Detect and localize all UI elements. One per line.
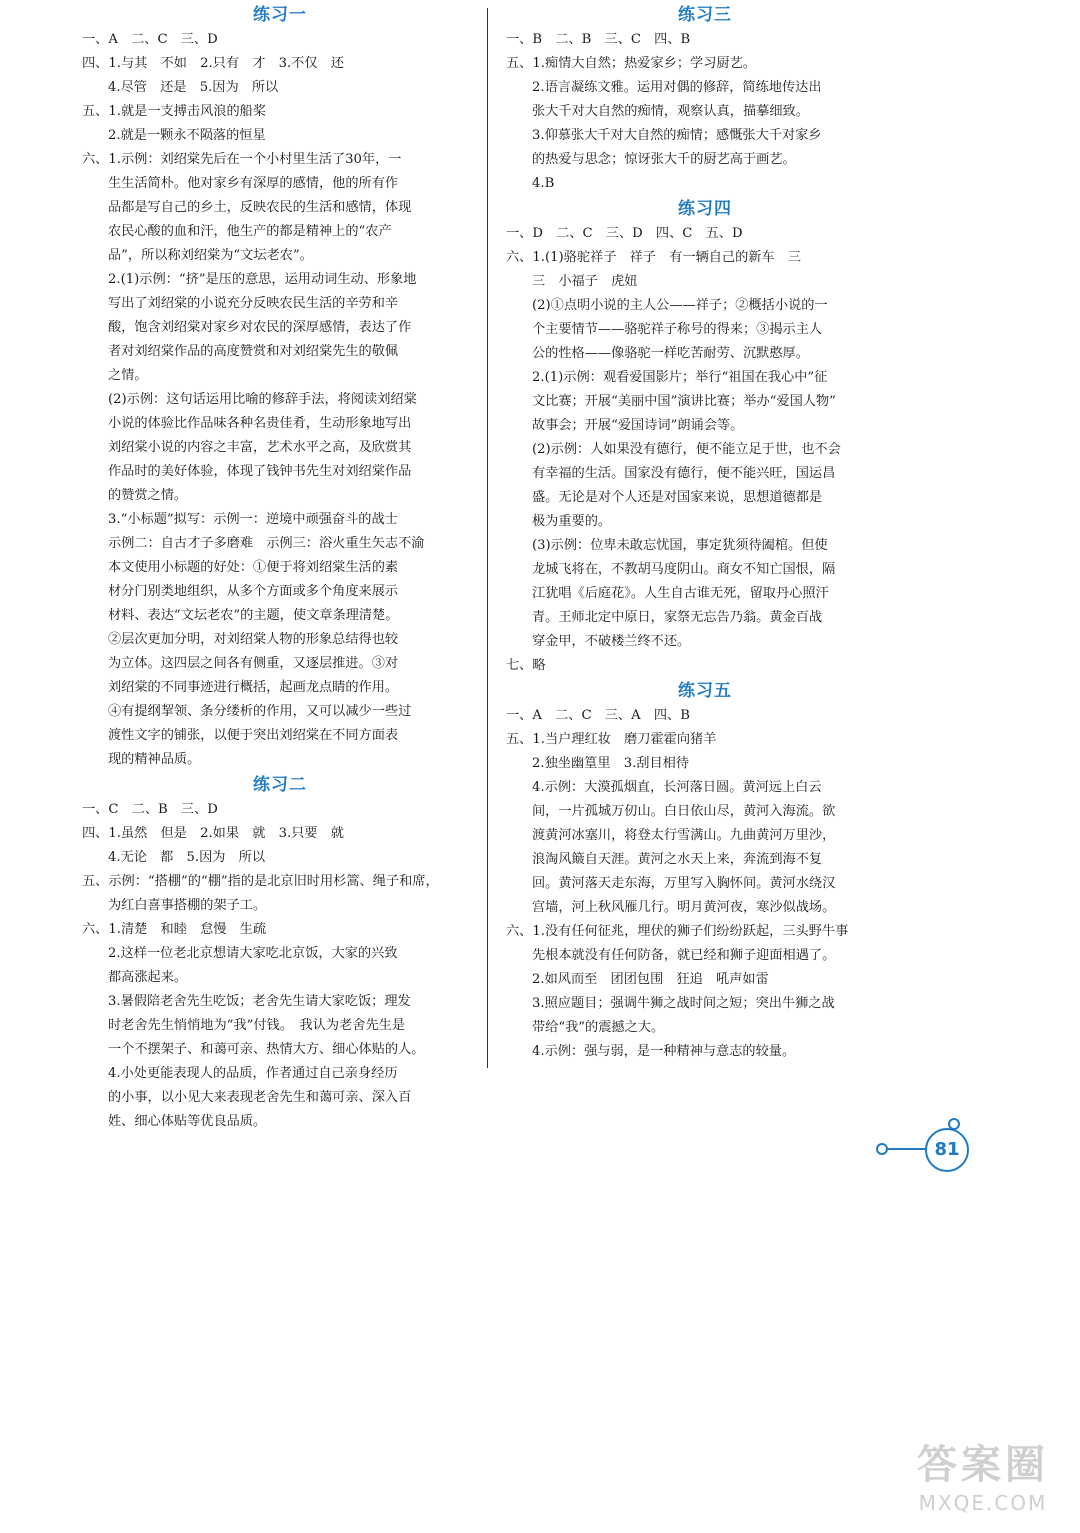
answer-line: (2)示例：这句话运用比喻的修辞手法，将阅读刘绍棠 [108, 392, 417, 407]
answer-line: 故事会；开展“爱国诗词”朗诵会等。 [532, 418, 744, 433]
section-heading: 练习三 [678, 5, 732, 25]
answer-line: 龙城飞将在，不教胡马度阴山。商女不知亡国恨，隔 [532, 562, 836, 577]
answer-line: 一个不摆架子、和蔼可亲、热情大方、细心体贴的人。 [108, 1042, 425, 1057]
answer-line: 示例二：自古才子多磨难 示例三：浴火重生矢志不渝 [108, 536, 425, 551]
answer-line: 宫墙，河上秋风雁几行。明月黄河夜，寒沙似战场。 [532, 900, 836, 915]
answer-line: 2.独坐幽篁里 3.刮目相待 [532, 756, 690, 771]
answer-line: 六、1.(1)骆驼祥子 祥子 有一辆自己的新车 三 [506, 250, 802, 265]
answer-line: 六、1.示例：刘绍棠先后在一个小村里生活了30年，一 [82, 152, 402, 167]
answer-line: 三 小福子 虎妞 [532, 274, 638, 289]
answer-line: 渡黄河冰塞川，将登太行雪满山。九曲黄河万里沙， [532, 828, 836, 843]
answer-line: 4.示例：大漠孤烟直，长河落日圆。黄河远上白云 [532, 780, 822, 795]
answer-line: 生生活简朴。他对家乡有深厚的感情，他的所有作 [108, 176, 399, 191]
answer-line: 带给“我”的震撼之大。 [532, 1020, 665, 1035]
section-heading: 练习四 [678, 199, 732, 219]
watermark-logo-text: 答案圈 [917, 1442, 1049, 1488]
answer-line: 五、示例：“搭棚”的“棚”指的是北京旧时用杉篙、绳子和席， [82, 874, 439, 889]
answer-line: 2.语言凝练文雅。运用对偶的修辞，简练地传达出 [532, 80, 822, 95]
answer-line: 盛。无论是对个人还是对国家来说，思想道德都是 [532, 490, 823, 505]
answer-line: 刘绍棠小说的内容之丰富，艺术水平之高，及欣赏其 [108, 440, 412, 455]
answer-line: 江犹唱《后庭花》。人生自古谁无死，留取丹心照汗 [532, 586, 829, 601]
answer-line: 公的性格——像骆驼一样吃苦耐劳、沉默憨厚。 [532, 346, 809, 361]
page-number-deco-line [887, 1148, 925, 1150]
answer-line: 五、1.当户理红妆 磨刀霍霍向猪羊 [506, 732, 717, 747]
answer-line: 2.如风而至 团团包围 狂追 吼声如雷 [532, 972, 769, 987]
page-number-deco-dot [876, 1143, 888, 1155]
answer-line: (2)①点明小说的主人公——祥子；②概括小说的一 [532, 298, 828, 313]
answer-line: 3.照应题目；强调牛狮之战时间之短；突出牛狮之战 [532, 996, 835, 1011]
answer-line: 一、A 二、C 三、A 四、B [506, 708, 690, 723]
watermark-logo-url: MXQE.COM [918, 1491, 1048, 1515]
answer-line: 2.这样一位老北京想请大家吃北京饭，大家的兴致 [108, 946, 398, 961]
answer-line: 4.示例：强与弱，是一种精神与意志的较量。 [532, 1044, 796, 1059]
answer-line: 3.“小标题”拟写：示例一：逆境中顽强奋斗的战士 [108, 512, 398, 527]
answer-line: 本文使用小标题的好处：①便于将刘绍棠生活的素 [108, 560, 399, 575]
answer-line: 4.小处更能表现人的品质，作者通过自己亲身经历 [108, 1066, 398, 1081]
answer-line: (3)示例：位卑未敢忘忧国，事定犹须待阖棺。但使 [532, 538, 828, 553]
answer-line: 有幸福的生活。国家没有德行，便不能兴旺，国运昌 [532, 466, 836, 481]
answer-line: 一、D 二、C 三、D 四、C 五、D [506, 226, 743, 241]
answer-line: 的热爱与思念；惊讶张大千的厨艺高于画艺。 [532, 152, 796, 167]
answer-line: 姓、细心体贴等优良品质。 [108, 1114, 267, 1129]
answer-line: 者对刘绍棠作品的高度赞赏和对刘绍棠先生的敬佩 [108, 344, 399, 359]
answer-line: 五、1.痴情大自然；热爱家乡；学习厨艺。 [506, 56, 756, 71]
answer-line: 酸，饱含刘绍棠对家乡对农民的深厚感情，表达了作 [108, 320, 412, 335]
answer-line: 为红白喜事搭棚的架子工。 [108, 898, 267, 913]
answer-line: 2.(1)示例：“挤”是压的意思，运用动词生动、形象地 [108, 272, 417, 287]
answer-line: 四、1.与其 不如 2.只有 才 3.不仅 还 [82, 56, 344, 71]
section-heading: 练习一 [253, 5, 307, 25]
answer-line: 材料、表达“文坛老农”的主题，使文章条理清楚。 [108, 608, 399, 623]
column-divider [487, 8, 488, 1068]
answer-line: (2)示例：人如果没有德行，便不能立足于世，也不会 [532, 442, 841, 457]
answer-line: 3.暑假陪老舍先生吃饭；老舍先生请大家吃饭；理发 [108, 994, 411, 1009]
answer-line: 2.就是一颗永不陨落的恒星 [108, 128, 266, 143]
answer-line: 七、略 [506, 658, 546, 673]
answer-line: 一、C 二、B 三、D [82, 802, 218, 817]
page-number: 81 [925, 1128, 969, 1172]
section-heading: 练习二 [253, 775, 307, 795]
answer-line: 渡性文字的铺张，以便于突出刘绍棠在不同方面表 [108, 728, 399, 743]
answer-line: 4.B [532, 176, 555, 191]
right-column [506, 2, 904, 1064]
answer-line: 时老舍先生悄悄地为“我”付钱。 我认为老舍先生是 [108, 1018, 406, 1033]
answer-line: 4.尽管 还是 5.因为 所以 [108, 80, 279, 95]
answer-line: 个主要情节——骆驼祥子称号的得来；③揭示主人 [532, 322, 823, 337]
answer-line: 回。黄河落天走东海，万里写入胸怀间。黄河水绕汉 [532, 876, 836, 891]
section-heading: 练习五 [678, 681, 732, 701]
answer-line: 张大千对大自然的痴情，观察认真，描摹细致。 [532, 104, 809, 119]
answer-line: 都高涨起来。 [108, 970, 188, 985]
answer-line: 为立体。这四层之间各有侧重，又逐层推进。③对 [108, 656, 399, 671]
answer-line: 五、1.就是一支搏击风浪的船桨 [82, 104, 267, 119]
answer-line: 小说的体验比作品味各种名贵佳肴，生动形象地写出 [108, 416, 412, 431]
answer-line: 刘绍棠的不同事迹进行概括，起画龙点睛的作用。 [108, 680, 399, 695]
answer-line: 的小事，以小见大来表现老舍先生和蔼可亲、深入百 [108, 1090, 412, 1105]
answer-line: 农民心酸的血和汗，他生产的都是精神上的“农产 [108, 224, 392, 239]
answer-line: 3.仰慕张大千对大自然的痴情；感慨张大千对家乡 [532, 128, 822, 143]
answer-line: 现的精神品质。 [108, 752, 201, 767]
answer-line: 极为重要的。 [532, 514, 612, 529]
answer-line: ④有提纲挈领、条分缕析的作用，又可以减少一些过 [108, 704, 412, 719]
answer-line: 之情。 [108, 368, 148, 383]
answer-line: 的赞赏之情。 [108, 488, 188, 503]
left-column [82, 2, 478, 1134]
answer-line: 六、1.没有任何征兆，埋伏的狮子们纷纷跃起，三头野牛事 [506, 924, 849, 939]
answer-line: 一、B 二、B 三、C 四、B [506, 32, 691, 47]
answer-line: 一、A 二、C 三、D [82, 32, 218, 47]
answer-line: ②层次更加分明，对刘绍棠人物的形象总结得也较 [108, 632, 399, 647]
answer-line: 六、1.清楚 和睦 怠慢 生疏 [82, 922, 267, 937]
answer-line: 品都是写自己的乡土，反映农民的生活和感情，体现 [108, 200, 412, 215]
answer-line: 2.(1)示例：观看爱国影片；举行“祖国在我心中”征 [532, 370, 828, 385]
watermark-logo [898, 1440, 1068, 1524]
answer-line: 写出了刘绍棠的小说充分反映农民生活的辛劳和辛 [108, 296, 399, 311]
answer-line: 浪淘风簸自天涯。黄河之水天上来，奔流到海不复 [532, 852, 823, 867]
answer-line: 穿金甲，不破楼兰终不还。 [532, 634, 691, 649]
answer-line: 材分门别类地组织，从多个方面或多个角度来展示 [108, 584, 399, 599]
answer-line: 4.无论 都 5.因为 所以 [108, 850, 266, 865]
answer-line: 四、1.虽然 但是 2.如果 就 3.只要 就 [82, 826, 344, 841]
answer-line: 作品时的美好体验，体现了钱钟书先生对刘绍棠作品 [108, 464, 412, 479]
answer-line: 品”，所以称刘绍棠为“文坛老农”。 [108, 248, 313, 263]
answer-line: 间，一片孤城万仞山。白日依山尽，黄河入海流。欲 [532, 804, 836, 819]
answer-line: 青。王师北定中原日，家祭无忘告乃翁。黄金百战 [532, 610, 823, 625]
answer-line: 先根本就没有任何防备，就已经和狮子迎面相遇了。 [532, 948, 836, 963]
answer-line: 文比赛；开展“美丽中国”演讲比赛；举办“爱国人物” [532, 394, 836, 409]
